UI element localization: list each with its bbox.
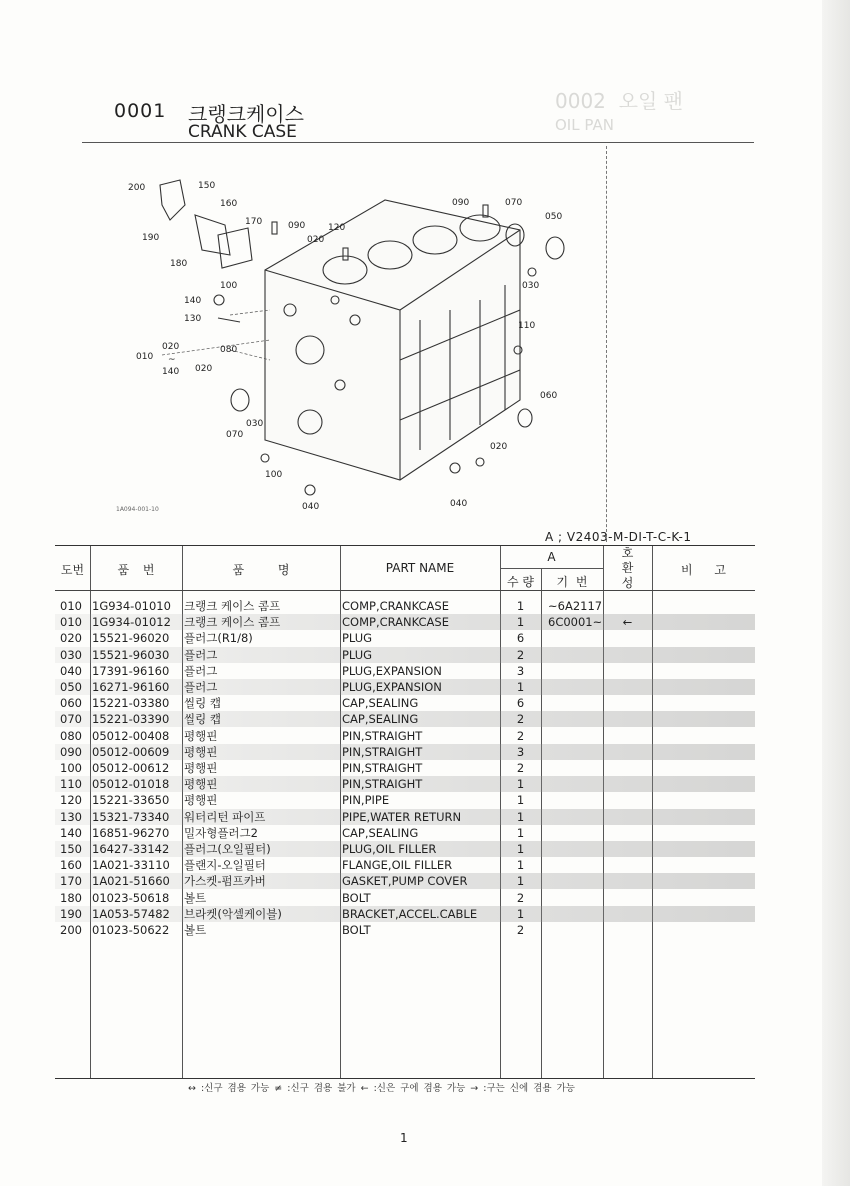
cell-part-name: PLUG,EXPANSION (342, 663, 442, 678)
callout-100-b: 100 (265, 470, 283, 480)
table-row (55, 760, 755, 776)
cell-qty: 2 (516, 728, 525, 743)
cell-part-no: 16427-33142 (92, 842, 170, 856)
callout-020-b: 020 (162, 342, 180, 352)
cell-name-ko: 크랭크 케이스 콤프 (184, 599, 281, 613)
cell-part-no: 1G934-01010 (92, 599, 171, 613)
callout-200: 200 (128, 183, 146, 193)
cell-serial: ~6A2117 (548, 599, 603, 613)
col-header-partno: 품 번 (117, 563, 155, 577)
table-row (55, 630, 755, 646)
dashed-divider (606, 146, 607, 542)
table-row (55, 792, 755, 808)
callout-190: 190 (142, 233, 160, 243)
cell-name-ko: 가스켓-펌프카버 (184, 874, 266, 889)
cell-qty: 3 (516, 744, 525, 759)
cell-part-name: FLANGE,OIL FILLER (342, 858, 453, 873)
cell-ref: 200 (60, 923, 82, 937)
cell-part-name: PIN,STRAIGHT (342, 761, 423, 775)
cell-ref: 100 (60, 761, 82, 775)
cell-name-ko: 플러그(R1/8) (184, 631, 253, 646)
col-header-name-ko: 품 명 (232, 563, 290, 577)
cell-qty: 1 (516, 842, 525, 856)
col-header-qty: 수 량 (507, 575, 534, 589)
table-row (55, 890, 755, 906)
callout-150: 150 (198, 181, 216, 191)
col-header-interchange (603, 546, 652, 591)
table-row (55, 906, 755, 922)
cell-ref: 160 (60, 858, 82, 873)
interchange-char: 환 (621, 561, 634, 575)
cell-name-ko: 씰링 캡 (184, 696, 221, 711)
cell-ref: 180 (60, 890, 82, 905)
callout-070: 070 (505, 198, 523, 208)
cell-name-ko: 볼트 (184, 890, 207, 905)
callout-170: 170 (245, 217, 263, 227)
col-header-part-name: PART NAME (385, 561, 455, 575)
cell-qty: 1 (516, 680, 525, 694)
cell-part-name: PIN,STRAIGHT (342, 744, 423, 759)
cell-part-name: COMP,CRANKCASE (342, 599, 449, 613)
cell-part-no: 1G934-01012 (92, 615, 171, 630)
cell-qty: 2 (516, 712, 525, 727)
cell-qty: 2 (516, 890, 525, 905)
cell-ref: 040 (60, 663, 82, 678)
cell-ref: 020 (60, 631, 82, 646)
callout-090: 090 (288, 221, 306, 231)
cell-name-ko: 평행핀 (184, 793, 218, 808)
cell-part-no: 01023-50622 (92, 923, 170, 937)
table-row (55, 922, 755, 938)
cell-qty: 1 (516, 809, 525, 824)
cell-part-name: CAP,SEALING (342, 825, 419, 840)
callout-030-b: 030 (246, 419, 264, 429)
cell-qty: 1 (516, 874, 525, 889)
ghost-english: OIL PAN (555, 116, 614, 134)
cell-interchange: ← (622, 615, 633, 630)
cell-ref: 120 (60, 793, 82, 808)
cell-name-ko: 플러그 (184, 647, 218, 662)
callout-070-b: 070 (226, 430, 244, 440)
col-header-remarks: 비 고 (681, 563, 726, 577)
cell-qty: 1 (516, 858, 525, 873)
table-row (55, 663, 755, 679)
callout-tilde: ~ (168, 355, 176, 365)
cell-part-no: 15221-33650 (92, 793, 170, 808)
cell-ref: 080 (60, 728, 82, 743)
cell-qty: 6 (516, 631, 525, 646)
cell-qty: 1 (516, 793, 525, 808)
cell-part-no: 05012-00612 (92, 761, 170, 775)
callout-130: 130 (184, 314, 202, 324)
cell-qty: 6 (516, 696, 525, 711)
interchange-char: 성 (621, 576, 634, 590)
cell-ref: 060 (60, 696, 82, 711)
callout-040-b: 040 (450, 499, 468, 509)
cell-name-ko: 워터리턴 파이프 (184, 809, 266, 824)
cell-qty: 3 (516, 663, 525, 678)
cell-part-no: 1A053-57482 (92, 906, 170, 921)
col-header-serial: 기 번 (556, 575, 588, 589)
cell-name-ko: 플랜지-오일필터 (184, 858, 266, 873)
cell-name-ko: 플러그(오일필터) (184, 842, 271, 856)
cell-part-no: 15221-03380 (92, 696, 170, 711)
cell-ref: 030 (60, 647, 82, 662)
cell-name-ko: 평행핀 (184, 777, 218, 792)
figure-number: 1A094-001-10 (116, 506, 159, 513)
cell-part-no: 15221-03390 (92, 712, 170, 727)
cell-part-name: GASKET,PUMP COVER (342, 874, 468, 889)
section-title-english: CRANK CASE (188, 122, 297, 142)
cell-serial: 6C0001~ (548, 615, 603, 630)
cell-ref: 070 (60, 712, 82, 727)
table-row (55, 825, 755, 841)
cell-part-name: COMP,CRANKCASE (342, 615, 449, 630)
cell-part-no: 05012-00609 (92, 744, 170, 759)
page-edge-shadow (822, 0, 850, 1186)
table-row (55, 809, 755, 825)
cell-qty: 2 (516, 647, 525, 662)
cell-part-name: PLUG,EXPANSION (342, 680, 442, 694)
cell-qty: 1 (516, 906, 525, 921)
cell-qty: 1 (516, 777, 525, 792)
table-row (55, 679, 755, 695)
legend: ↔ :신구 겸용 가능 ≠ :신구 겸용 불가 ← :신은 구에 겸용 가능 → :구는 신에 겸용 가능 (188, 1083, 575, 1094)
table-row (55, 744, 755, 760)
callout-090-b: 090 (452, 198, 470, 208)
cell-part-no: 05012-00408 (92, 728, 170, 743)
cell-part-name: PIPE,WATER RETURN (342, 809, 462, 824)
callout-020-d: 020 (490, 442, 508, 452)
cell-part-name: BOLT (342, 890, 371, 905)
section-title-korean: 크랭크케이스 (188, 102, 304, 126)
cell-name-ko: 브라켓(악셀케이블) (184, 906, 282, 921)
callout-140-b: 140 (162, 367, 180, 377)
table-row (55, 647, 755, 663)
table-row (55, 728, 755, 744)
callout-020: 020 (307, 235, 325, 245)
cell-part-name: PLUG (342, 631, 373, 646)
callout-030: 030 (522, 281, 540, 291)
cell-ref: 150 (60, 842, 82, 856)
cell-part-no: 01023-50618 (92, 890, 170, 905)
cell-part-name: PIN,PIPE (342, 793, 390, 808)
section-code: 0001 (114, 100, 167, 122)
cell-ref: 140 (60, 825, 82, 840)
parts-table (55, 545, 755, 1079)
callout-050: 050 (545, 212, 563, 222)
cell-name-ko: 플러그 (184, 663, 218, 678)
cell-name-ko: 볼트 (184, 923, 207, 937)
cell-qty: 2 (516, 923, 525, 937)
table-row (55, 711, 755, 727)
cell-part-no: 16851-96270 (92, 825, 170, 840)
callout-080: 080 (220, 345, 238, 355)
cell-part-no: 15321-73340 (92, 809, 170, 824)
cell-part-no: 15521-96020 (92, 631, 170, 646)
table-row (55, 695, 755, 711)
col-header-ref: 도번 (60, 563, 85, 577)
table-row (55, 598, 755, 614)
ghost-korean: 오일 팬 (618, 89, 683, 113)
cell-name-ko: 평행핀 (184, 728, 218, 743)
cell-part-no: 16271-96160 (92, 680, 170, 694)
cell-part-name: BRACKET,ACCEL.CABLE (342, 906, 478, 921)
header-rule (82, 142, 754, 143)
cell-name-ko: 플러그 (184, 680, 218, 694)
callout-010: 010 (136, 352, 154, 362)
cell-name-ko: 평행핀 (184, 761, 218, 775)
callout-180: 180 (170, 259, 188, 269)
table-row (55, 776, 755, 792)
ghost-code: 0002 (555, 89, 606, 113)
cell-name-ko: 평행핀 (184, 744, 218, 759)
callout-140: 140 (184, 296, 202, 306)
col-header-a: A (547, 550, 556, 564)
cell-qty: 1 (516, 599, 525, 613)
cell-ref: 050 (60, 680, 82, 694)
cell-qty: 1 (516, 615, 525, 630)
cell-qty: 1 (516, 825, 525, 840)
cell-ref: 090 (60, 744, 82, 759)
cell-part-name: PIN,STRAIGHT (342, 777, 423, 792)
exploded-parts-diagram (100, 160, 600, 520)
cell-part-no: 1A021-51660 (92, 874, 170, 889)
model-code: A ; V2403-M-DI-T-C-K-1 (545, 530, 692, 544)
cell-part-name: PLUG,OIL FILLER (342, 842, 437, 856)
callout-060: 060 (540, 391, 558, 401)
callout-100: 100 (220, 281, 238, 291)
cell-ref: 010 (60, 599, 82, 613)
table-row (55, 873, 755, 889)
table-row (55, 857, 755, 873)
callout-110: 110 (518, 321, 536, 331)
cell-part-name: PIN,STRAIGHT (342, 728, 423, 743)
cell-part-no: 15521-96030 (92, 647, 170, 662)
cell-part-name: BOLT (342, 923, 371, 937)
callout-120: 120 (328, 223, 346, 233)
cell-part-no: 1A021-33110 (92, 858, 170, 873)
interchange-char: 호 (621, 546, 634, 560)
header-subrule (500, 568, 603, 569)
table-row (55, 614, 755, 630)
cell-part-no: 05012-01018 (92, 777, 170, 792)
cell-ref: 190 (60, 906, 82, 921)
cell-ref: 170 (60, 874, 82, 889)
cell-part-name: CAP,SEALING (342, 696, 419, 711)
cell-name-ko: 크랭크 케이스 콤프 (184, 615, 281, 630)
page-number: 1 (400, 1131, 408, 1145)
callout-040: 040 (302, 502, 320, 512)
table-row (55, 841, 755, 857)
cell-part-no: 17391-96160 (92, 663, 170, 678)
callout-020-c: 020 (195, 364, 213, 374)
bleed-through-heading (555, 85, 683, 134)
cell-part-name: CAP,SEALING (342, 712, 419, 727)
cell-ref: 010 (60, 615, 82, 630)
cell-qty: 2 (516, 761, 525, 775)
cell-part-name: PLUG (342, 647, 373, 662)
cell-name-ko: 씰링 캡 (184, 712, 221, 727)
cell-ref: 130 (60, 809, 82, 824)
cell-ref: 110 (60, 777, 82, 792)
cell-name-ko: 밀자형플러그2 (184, 825, 258, 840)
callout-160: 160 (220, 199, 238, 209)
